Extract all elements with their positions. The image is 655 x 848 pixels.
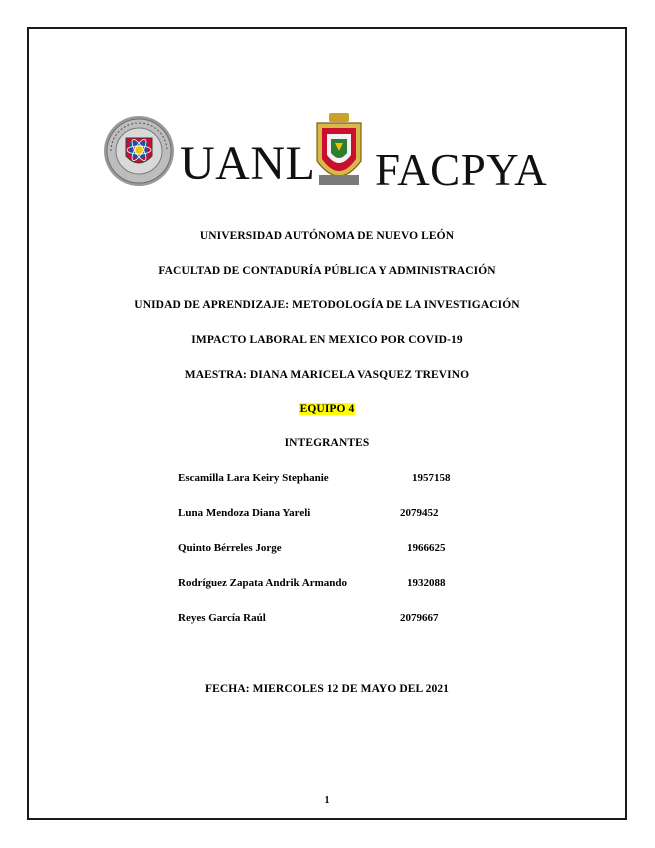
page-number: 1 [324,795,330,806]
uanl-seal-icon [102,114,176,188]
member-id: 1932088 [407,577,446,589]
member-id: 2079667 [400,612,439,624]
member-row [178,542,478,558]
members-heading: INTEGRANTES [284,437,370,449]
member-name: Reyes García Raúl [178,612,266,624]
logo-row [100,108,560,195]
member-row [178,577,478,593]
uanl-wordmark: UANL [180,137,316,190]
faculty-name: FACULTAD DE CONTADURÍA PÚBLICA Y ADMINISTRACIÓN [158,265,496,277]
date-line: FECHA: MIERCOLES 12 DE MAYO DEL 2021 [204,683,450,695]
member-name: Quinto Bérreles Jorge [178,542,282,554]
university-name: UNIVERSIDAD AUTÓNOMA DE NUEVO LEÓN [199,230,455,242]
member-name: Escamilla Lara Keiry Stephanie [178,472,329,484]
learning-unit: UNIDAD DE APRENDIZAJE: METODOLOGÍA DE LA INVESTIGACIÓN [134,299,520,311]
team-label [27,403,627,415]
member-row [178,472,478,488]
member-id: 1957158 [412,472,451,484]
member-id: 1966625 [407,542,446,554]
member-row [178,612,478,628]
facpya-crest-icon [313,113,365,193]
teacher-name: MAESTRA: DIANA MARICELA VASQUEZ TREVINO [184,369,470,381]
member-row [178,507,478,523]
member-name: Rodríguez Zapata Andrik Armando [178,577,347,589]
facpya-wordmark: FACPYA [375,145,548,195]
document-title: IMPACTO LABORAL EN MEXICO POR COVID-19 [191,334,463,346]
member-id: 2079452 [400,507,439,519]
member-name: Luna Mendoza Diana Yareli [178,507,311,519]
team-highlight: EQUIPO 4 [299,403,355,415]
